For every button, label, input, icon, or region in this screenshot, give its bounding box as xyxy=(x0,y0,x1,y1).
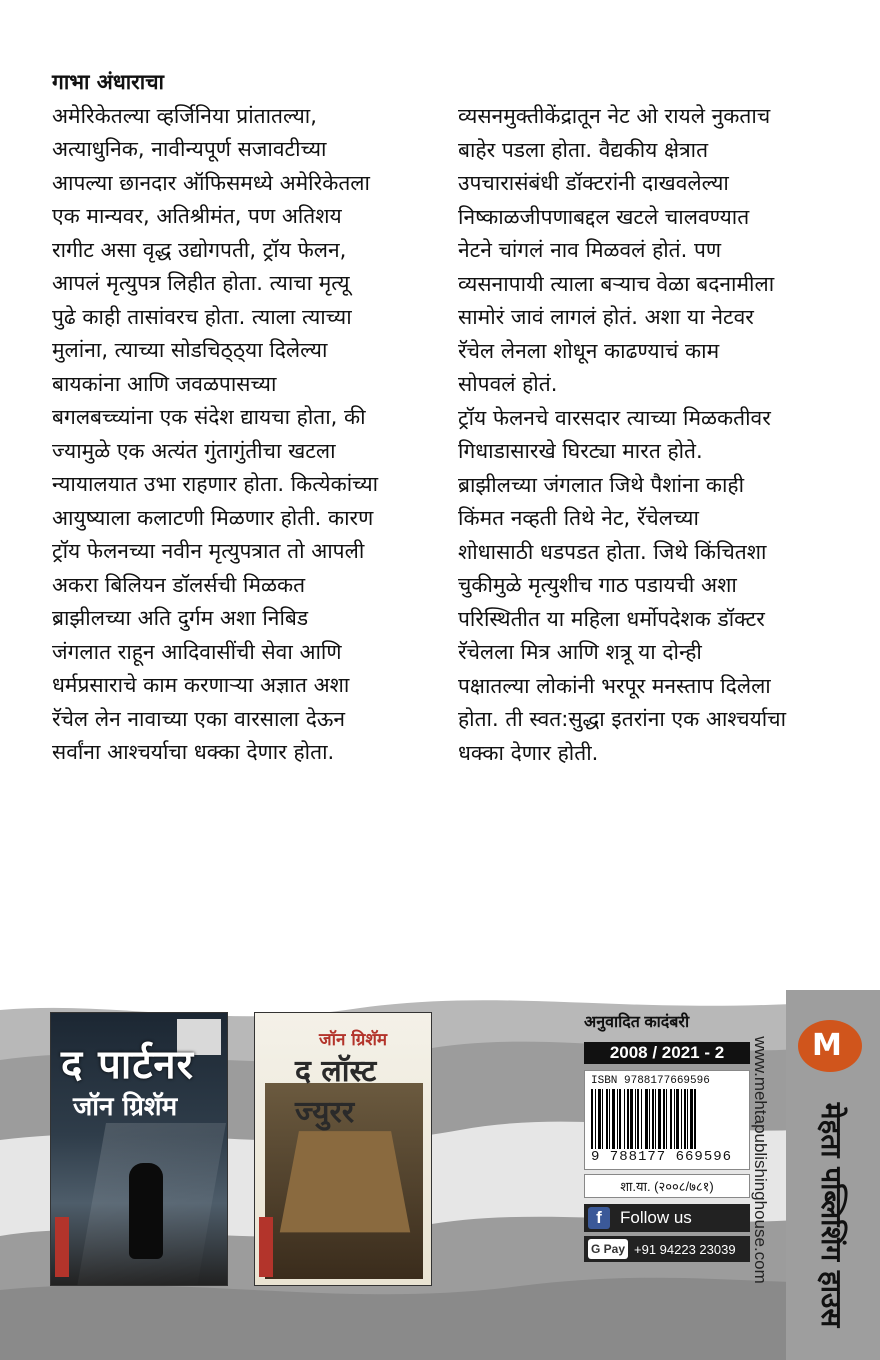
edition-label: 2008 / 2021 - 2 xyxy=(584,1042,750,1064)
isbn-label: ISBN 9788177669596 xyxy=(591,1075,710,1087)
publisher-spine xyxy=(786,990,880,1360)
left-blurb: अमेरिकेतल्या व्हर्जिनिया प्रांतातल्या, अत्याधुनिक, नावीन्यपूर्ण सजावटीच्या आपल्या छानदार ऑफिसमध्ये अमेरिकेतला एक मान्यवर, अतिश्रीमंत, पण अतिशय रागीट असा वृद्ध उद्योगपती, ट्रॉय फेलन, आपलं मृत्युपत्र लिहीत होता. त्याचा मृत्यू पुढे काही तासांवरच होता. त्याला त्याच्या मुलांना, त्याच्या सोडचिठ्ठ्या दिलेल्या बायकांना आणि जवळपासच्या बगलबच्च्यांना एक संदेश द्यायचा होता, की ज्यामुळे एक अत्यंत गुंतागुंतीचा खटला न्यायालयात उभा राहणार होता. कित्येकांच्या आयुष्याला कलाटणी मिळणार होती. कारण ट्रॉय फेलनच्या नवीन मृत्युपत्रात तो आपली अकरा बिलियन डॉलर्सची मिळकत ब्राझीलच्या अति दुर्गम अशा निबिड जंगलात राहून आदिवासींची सेवा आणि धर्मप्रसाराचे काम करणाऱ्या अज्ञात अशा रॅचेल लेन नावाच्या एका वारसाला देऊन सर्वांना आश्चर्याचा धक्का देणार होता. xyxy=(52,103,379,764)
left-column xyxy=(52,66,422,770)
right-blurb: व्यसनमुक्तीकेंद्रातून नेट ओ रायले नुकताच बाहेर पडला होता. वैद्यकीय क्षेत्रात उपचारासंबंधी डॉक्टरांनी दाखवलेल्या निष्काळजीपणाबद्दल खटले चालवण्यात नेटने चांगलं नाव मिळवलं होतं. पण व्यसनापायी त्याला बऱ्याच वेळा बदनामीला सामोरं जावं लागलं होतं. अशा या नेटवर रॅचेल लेनला शोधून काढण्याचं काम सोपवलं होतं. ट्रॉय फेलनचे वारसदार त्याच्या मिळकतीवर गिधाडासारखे घिरट्या मारत होते. ब्राझीलच्या जंगलात जिथे पैशांना काही किंमत नव्हती तिथे नेट, रॅचेलच्या शोधासाठी धडपडत होता. जिथे किंचितशा चुकीमुळे मृत्युशीच गाठ पडायची अशा परिस्थितीत या महिला धर्मोपदेशक डॉक्टर रॅचेलला मित्र आणि शत्रू या दोन्ही पक्षातल्या लोकांनी भरपूर मनस्ताप दिलेला होता. ती स्वत:सुद्धा इतरांना एक आश्चर्याचा धक्का देणार होती. xyxy=(458,104,787,765)
facebook-icon: f xyxy=(588,1207,610,1229)
publisher-name: मेहता पब्लिशिंग हाउस xyxy=(815,1102,848,1328)
barcode-bars xyxy=(591,1089,743,1149)
publisher-strip xyxy=(55,1217,69,1277)
follow-us-badge[interactable] xyxy=(584,1204,750,1232)
publisher-url-text: www.mehtapublishinghouse.com xyxy=(751,1036,770,1284)
cover-author: जॉन ग्रिशॅम xyxy=(319,1030,388,1050)
right-column xyxy=(458,100,830,770)
table-illustration xyxy=(280,1131,410,1232)
publisher-logo-icon: M xyxy=(798,1020,862,1072)
registration-number: शा.या. (२००८/७८१) xyxy=(584,1174,750,1198)
runner-illustration xyxy=(129,1163,163,1259)
publisher-strip xyxy=(259,1217,273,1277)
publisher-url[interactable] xyxy=(740,1010,780,1310)
book-info xyxy=(584,1010,750,1262)
book-heading: गाभा अंधाराचा xyxy=(52,70,164,94)
cover-the-last-juror xyxy=(254,1012,432,1286)
cover-title: द लॉस्ट ज्युरर xyxy=(295,1054,377,1130)
gpay-number: +91 94223 23039 xyxy=(634,1241,736,1257)
cover-title: द पार्टनर xyxy=(61,1041,194,1088)
barcode xyxy=(584,1070,750,1170)
gpay-icon: G Pay xyxy=(588,1239,628,1259)
cover-the-partner xyxy=(50,1012,228,1286)
follow-label: Follow us xyxy=(620,1208,692,1227)
category-label: अनुवादित कादंबरी xyxy=(584,1014,690,1031)
gpay-badge[interactable] xyxy=(584,1236,750,1262)
isbn-digits: 9 788177 669596 xyxy=(591,1149,733,1165)
cover-author: जॉन ग्रिशॅम xyxy=(73,1092,178,1122)
